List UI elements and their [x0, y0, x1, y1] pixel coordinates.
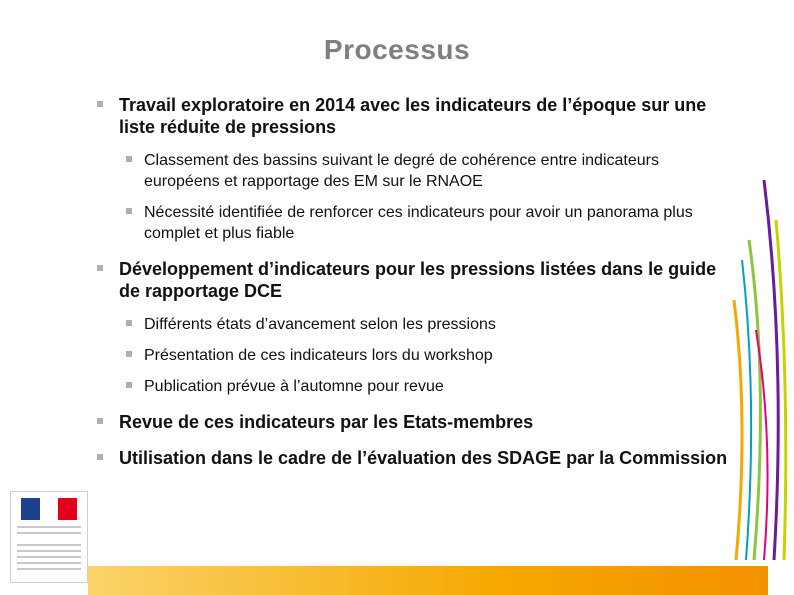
bullet-2 [92, 258, 732, 302]
sub-bullet-1-1-text: Classement des bassins suivant le degré de cohérence entre indicateurs européens et rapportage des EM sur le RNAOE [144, 152, 659, 190]
bullet-square-icon [126, 351, 132, 357]
stripe-1 [734, 300, 742, 560]
sub-bullet-2-2-text: Présentation de ces indicateurs lors du workshop [144, 347, 493, 364]
bullet-square-icon [97, 265, 103, 271]
sub-bullet-2-3-text: Publication prévue à l’automne pour revue [144, 378, 444, 395]
sub-bullet-2-1 [120, 314, 732, 335]
sub-bullet-2-3 [120, 376, 732, 397]
bullet-square-icon [126, 382, 132, 388]
sub-bullet-1-2 [120, 202, 732, 244]
sub-bullet-1-1 [120, 150, 732, 192]
bullet-square-icon [126, 156, 132, 162]
bullet-square-icon [126, 320, 132, 326]
sub-bullet-1-2-text: Nécessité identifiée de renforcer ces indicateurs pour avoir un panorama plus complet et plus fiable [144, 204, 693, 242]
french-flag-icon [21, 498, 77, 520]
sub-bullet-2-1-text: Différents états d’avancement selon les pressions [144, 316, 496, 333]
ministry-logo-icon [10, 491, 88, 583]
bullet-1 [92, 94, 732, 138]
bullet-2-text: Développement d’indicateurs pour les pressions listées dans le guide de rapportage DCE [119, 259, 717, 301]
bullet-square-icon [97, 454, 103, 460]
bullet-4 [92, 447, 732, 469]
bullet-4-text: Utilisation dans le cadre de l’évaluation des SDAGE par la Commission [119, 448, 728, 468]
slide-title: Processus [323, 34, 471, 65]
bullet-3 [92, 411, 732, 433]
bullet-list [92, 94, 732, 469]
sub-bullet-2-2 [120, 345, 732, 366]
stripe-4 [742, 260, 751, 560]
bullet-1-text: Travail exploratoire en 2014 avec les indicateurs de l’époque sur une liste réduite de pressions [119, 95, 707, 137]
bullet-3-text: Revue de ces indicateurs par les Etats-membres [119, 412, 534, 432]
bottom-accent-bar [88, 566, 768, 595]
bullet-square-icon [97, 101, 103, 107]
bullet-square-icon [97, 418, 103, 424]
bullet-square-icon [126, 208, 132, 214]
